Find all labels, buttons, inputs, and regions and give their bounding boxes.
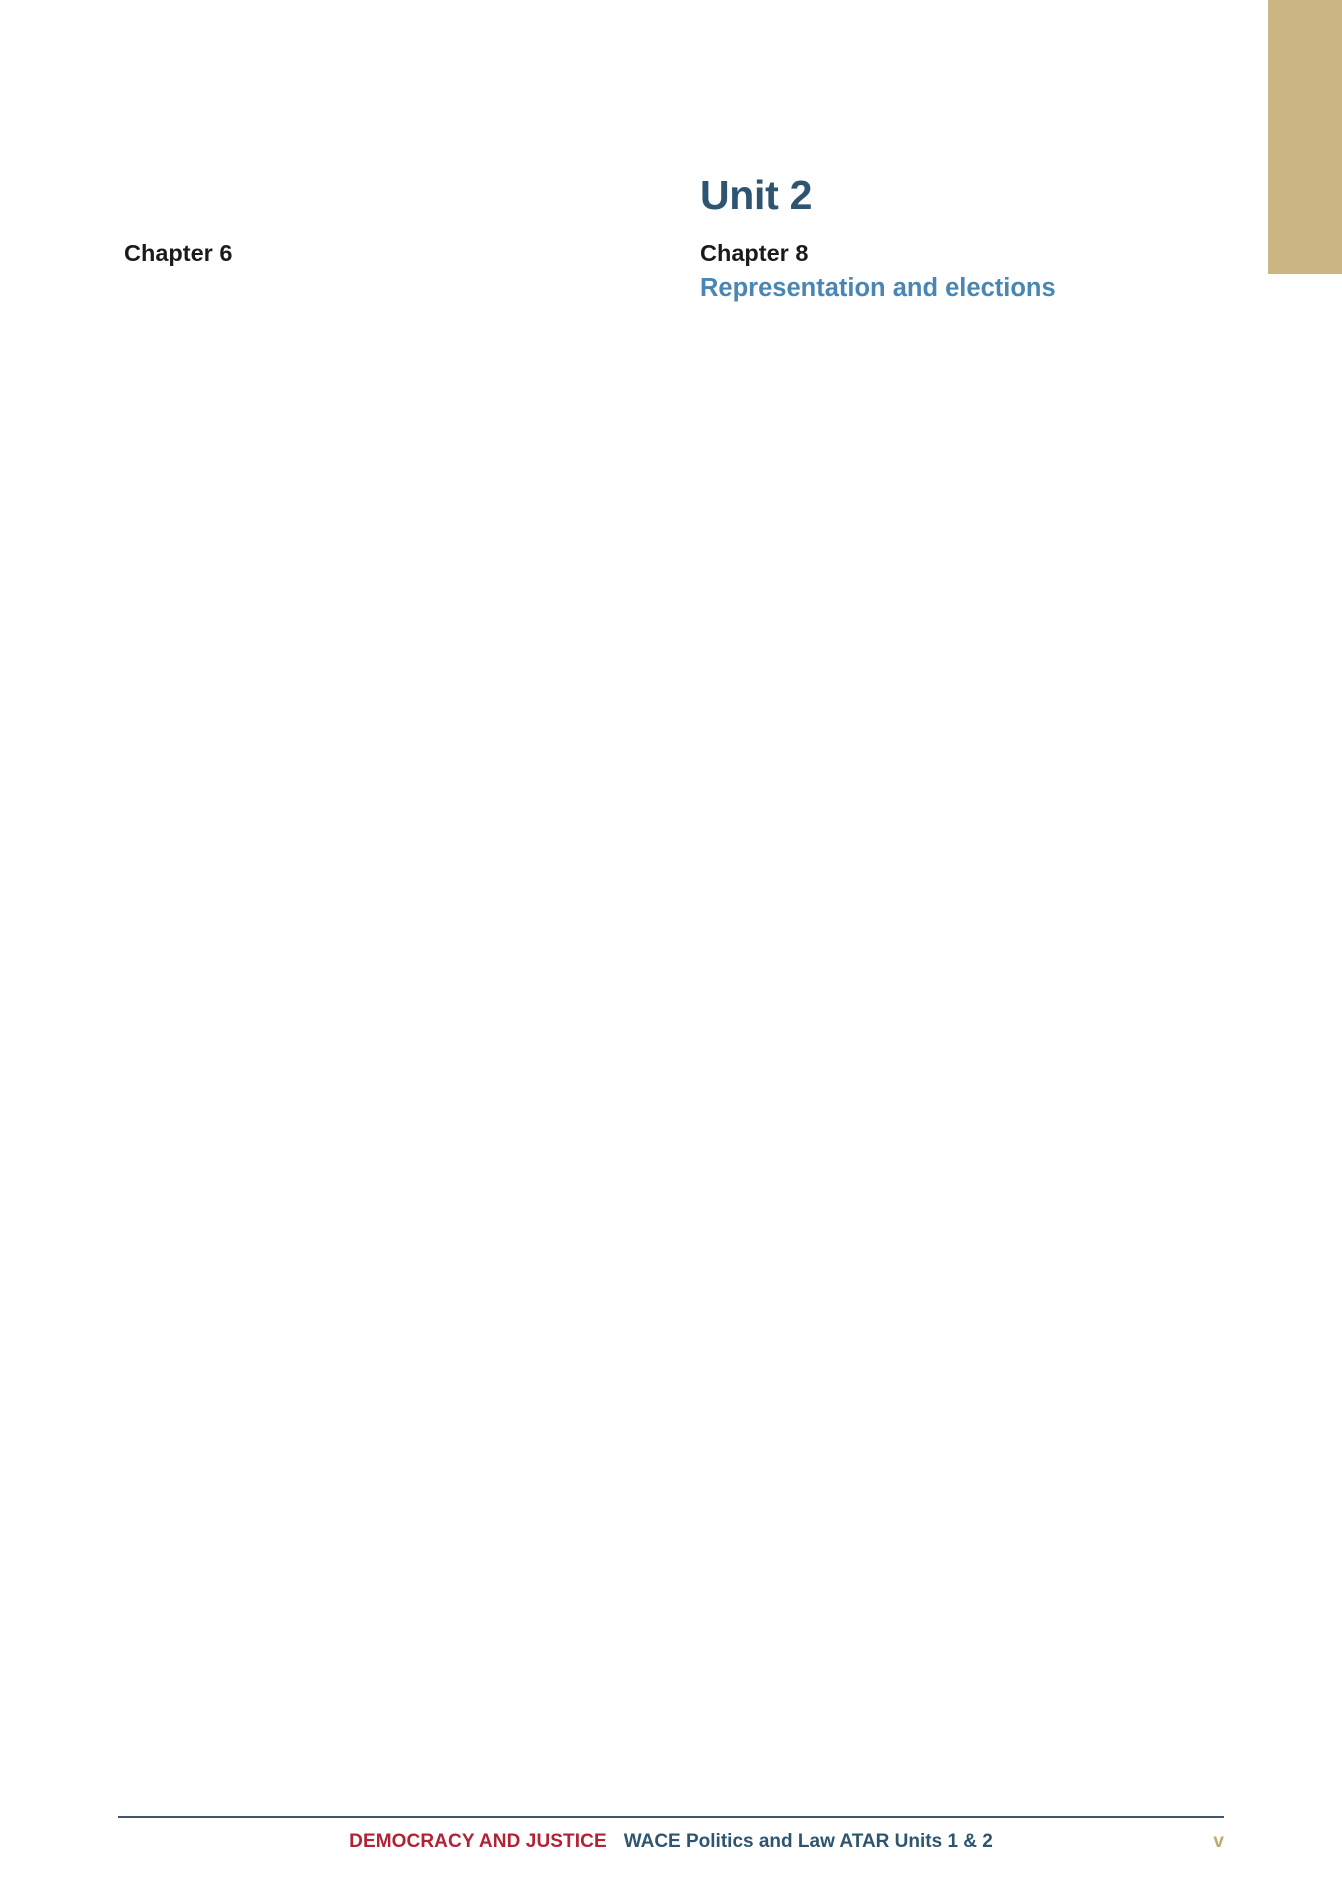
unit-title: Unit 2 bbox=[700, 172, 813, 218]
chapter-label: Chapter 8 bbox=[700, 240, 809, 266]
spacer bbox=[700, 216, 1250, 240]
chapter-title[interactable] bbox=[700, 303, 1250, 1898]
page-footer bbox=[118, 1831, 1224, 1853]
toc-entry-wrapped-line: Representation and elections bbox=[700, 274, 1056, 303]
chapter-label: Chapter 6 bbox=[124, 240, 233, 266]
spacer bbox=[124, 266, 659, 274]
footer-page-number: v bbox=[1213, 1831, 1224, 1852]
toc-right-column bbox=[700, 172, 1250, 1898]
footer-divider bbox=[118, 1816, 1224, 1818]
footer-subject: WACE Politics and Law ATAR Units 1 & 2 bbox=[623, 1831, 993, 1852]
toc-page-number bbox=[851, 303, 1342, 1898]
footer-brand: DEMOCRACY AND JUSTICE bbox=[349, 1831, 607, 1852]
toc-left-column bbox=[124, 240, 659, 1898]
spacer bbox=[700, 266, 1250, 274]
chapter-title[interactable] bbox=[124, 274, 659, 1898]
